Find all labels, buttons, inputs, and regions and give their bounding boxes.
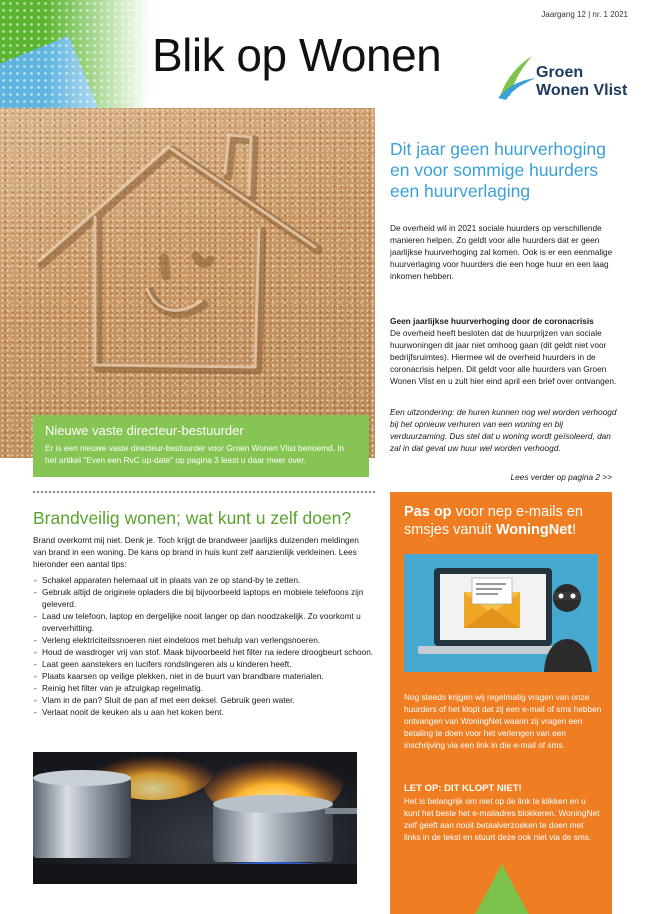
- phishing-paragraph-2: Het is belangrijk om niet op de link te klikken en u kunt het beste het e-mailadres blokkeren. WoningNet zelf geeft aan nooit betaalverzoeken te doen met links in de tekst en stuurt deze ook niet via de sms.: [404, 796, 600, 843]
- logo-text-line2: Wonen Vlist: [536, 82, 628, 99]
- rent-article-paragraph-1: De overheid wil in 2021 sociale huurders op verschillende manieren helpen. Zo geldt voor alle huurders dat er geen jaarlijkse huurverhoging zal komen. Ook is er een eenmalige huurverlaging voor huurders die een hoge huur en een laag inkomen hebben.: [390, 223, 613, 282]
- sand-house-photo: [0, 108, 375, 458]
- phishing-title-middle: voor nep e-mails en smsjes vanuit: [404, 504, 583, 539]
- director-box-text: Er is een nieuwe vaste directeur-bestuurder voor Groen Wonen Vlist benoemd. In het artikel "Even een RvC up-date" op pagina 3 leest u daar meer over.: [45, 443, 345, 466]
- dotted-divider: [33, 491, 375, 493]
- director-box-title: Nieuwe vaste directeur-bestuurder: [45, 423, 244, 438]
- phishing-laptop-illustration: [404, 554, 598, 672]
- fire-safety-tips-list: [33, 574, 375, 718]
- phishing-warning-box: [390, 492, 612, 914]
- fire-article-title: Brandveilig wonen; wat kunt u zelf doen?: [33, 508, 352, 528]
- phishing-title-end: !: [572, 522, 577, 539]
- newsletter-title: Blik op Wonen: [152, 29, 442, 81]
- tip-item: - Gebruik altijd de originele opladers die bij bijvoorbeeld laptops en mobiele telefoons zijn geleverd.: [33, 586, 375, 610]
- phishing-title-bold-1: Pas op: [404, 504, 452, 520]
- issue-number: Jaargang 12 | nr. 1 2021: [541, 10, 628, 19]
- rent-article-paragraph-2: De overheid heeft besloten dat de huurprijzen van sociale huurwoningen dit jaar niet omhoog gaan (dit geldt niet voor bedrijfsruimtes). Hiermee wil de overheid huurders in de coronacrisis helpen. Dit geldt voor alle huurders van Groen Wonen Vlist en u zult hier eind april een brief over ontvangen.: [390, 328, 617, 387]
- tip-item: - Reinig het filter van je afzuigkap regelmatig.: [33, 682, 375, 694]
- tip-item: - Houd de wasdroger vrij van stof. Maak bijvoorbeeld het filter na iedere droogbeurt schoon.: [33, 646, 375, 658]
- tip-item: - Laad uw telefoon, laptop en dergelijke nooit langer op dan noodzakelijk. Zo voorkomt u oververhitting.: [33, 610, 375, 634]
- phishing-paragraph-1: Nog steeds krijgen wij regelmatig vragen van onze huurders of het klopt dat zij een e-mail of sms hebben ontvangen van WoningNet waarin zij vragen een betaling te doen voor het verlengen van een inschrijving via een link in die e-mail of sms.: [404, 692, 602, 751]
- header-decoration: [0, 0, 150, 108]
- rent-article-exception: Een uitzondering: de huren kunnen nog wel worden verhoogd bij het opnieuw verhuren van een woning en bij verduurzaming. Dus stel dat u woning wordt geïsoleerd, dan zal in dat geval uw huur wel worden verhoogd.: [390, 407, 617, 454]
- director-announcement-box: [33, 415, 369, 477]
- tip-item: - Vlam in de pan? Sluit de pan af met een deksel. Gebruik geen water.: [33, 694, 375, 706]
- phishing-title-bold-2: WoningNet: [495, 522, 573, 539]
- read-more-link[interactable]: Lees verder op pagina 2 >>: [510, 472, 612, 482]
- groen-wonen-vlist-logo: [498, 52, 638, 102]
- rent-article-subheading: Geen jaarlijkse huurverhoging door de coronacrisis: [390, 316, 594, 326]
- burning-pans-photo: [33, 752, 357, 884]
- tip-item: - Verlaat nooit de keuken als u aan het koken bent.: [33, 706, 375, 718]
- logo-text-line1: Groen: [536, 64, 584, 81]
- tip-item: - Laat geen aanstekers en lucifers rondslingeren als u kinderen heeft.: [33, 658, 375, 670]
- tip-item: - Schakel apparaten helemaal uit in plaats van ze op stand-by te zetten.: [33, 574, 375, 586]
- fire-article-intro: Brand overkomt mij niet. Denk je. Toch krijgt de brandweer jaarlijks duizenden meldingen van brand in een woning. De kans op brand in huis kunt zelf aanzienlijk verkleinen. Lees hieronder een aantal tips:: [33, 535, 359, 570]
- logo-swoosh-icon: [498, 52, 538, 102]
- phishing-warning-heading: LET OP: DIT KLOPT NIET!: [404, 783, 522, 794]
- tip-item: - Plaats kaarsen op veilige plekken, niet in de buurt van brandbare materialen.: [33, 670, 375, 682]
- rent-article-title: Dit jaar geen huurverhoging en voor sommige huurders een huurverlaging: [390, 139, 606, 201]
- phishing-box-title: [404, 503, 600, 539]
- green-triangle-decoration: [470, 864, 534, 914]
- tip-item: - Verleng elektriciteitssnoeren niet eindeloos met behulp van verlengsnoeren.: [33, 634, 375, 646]
